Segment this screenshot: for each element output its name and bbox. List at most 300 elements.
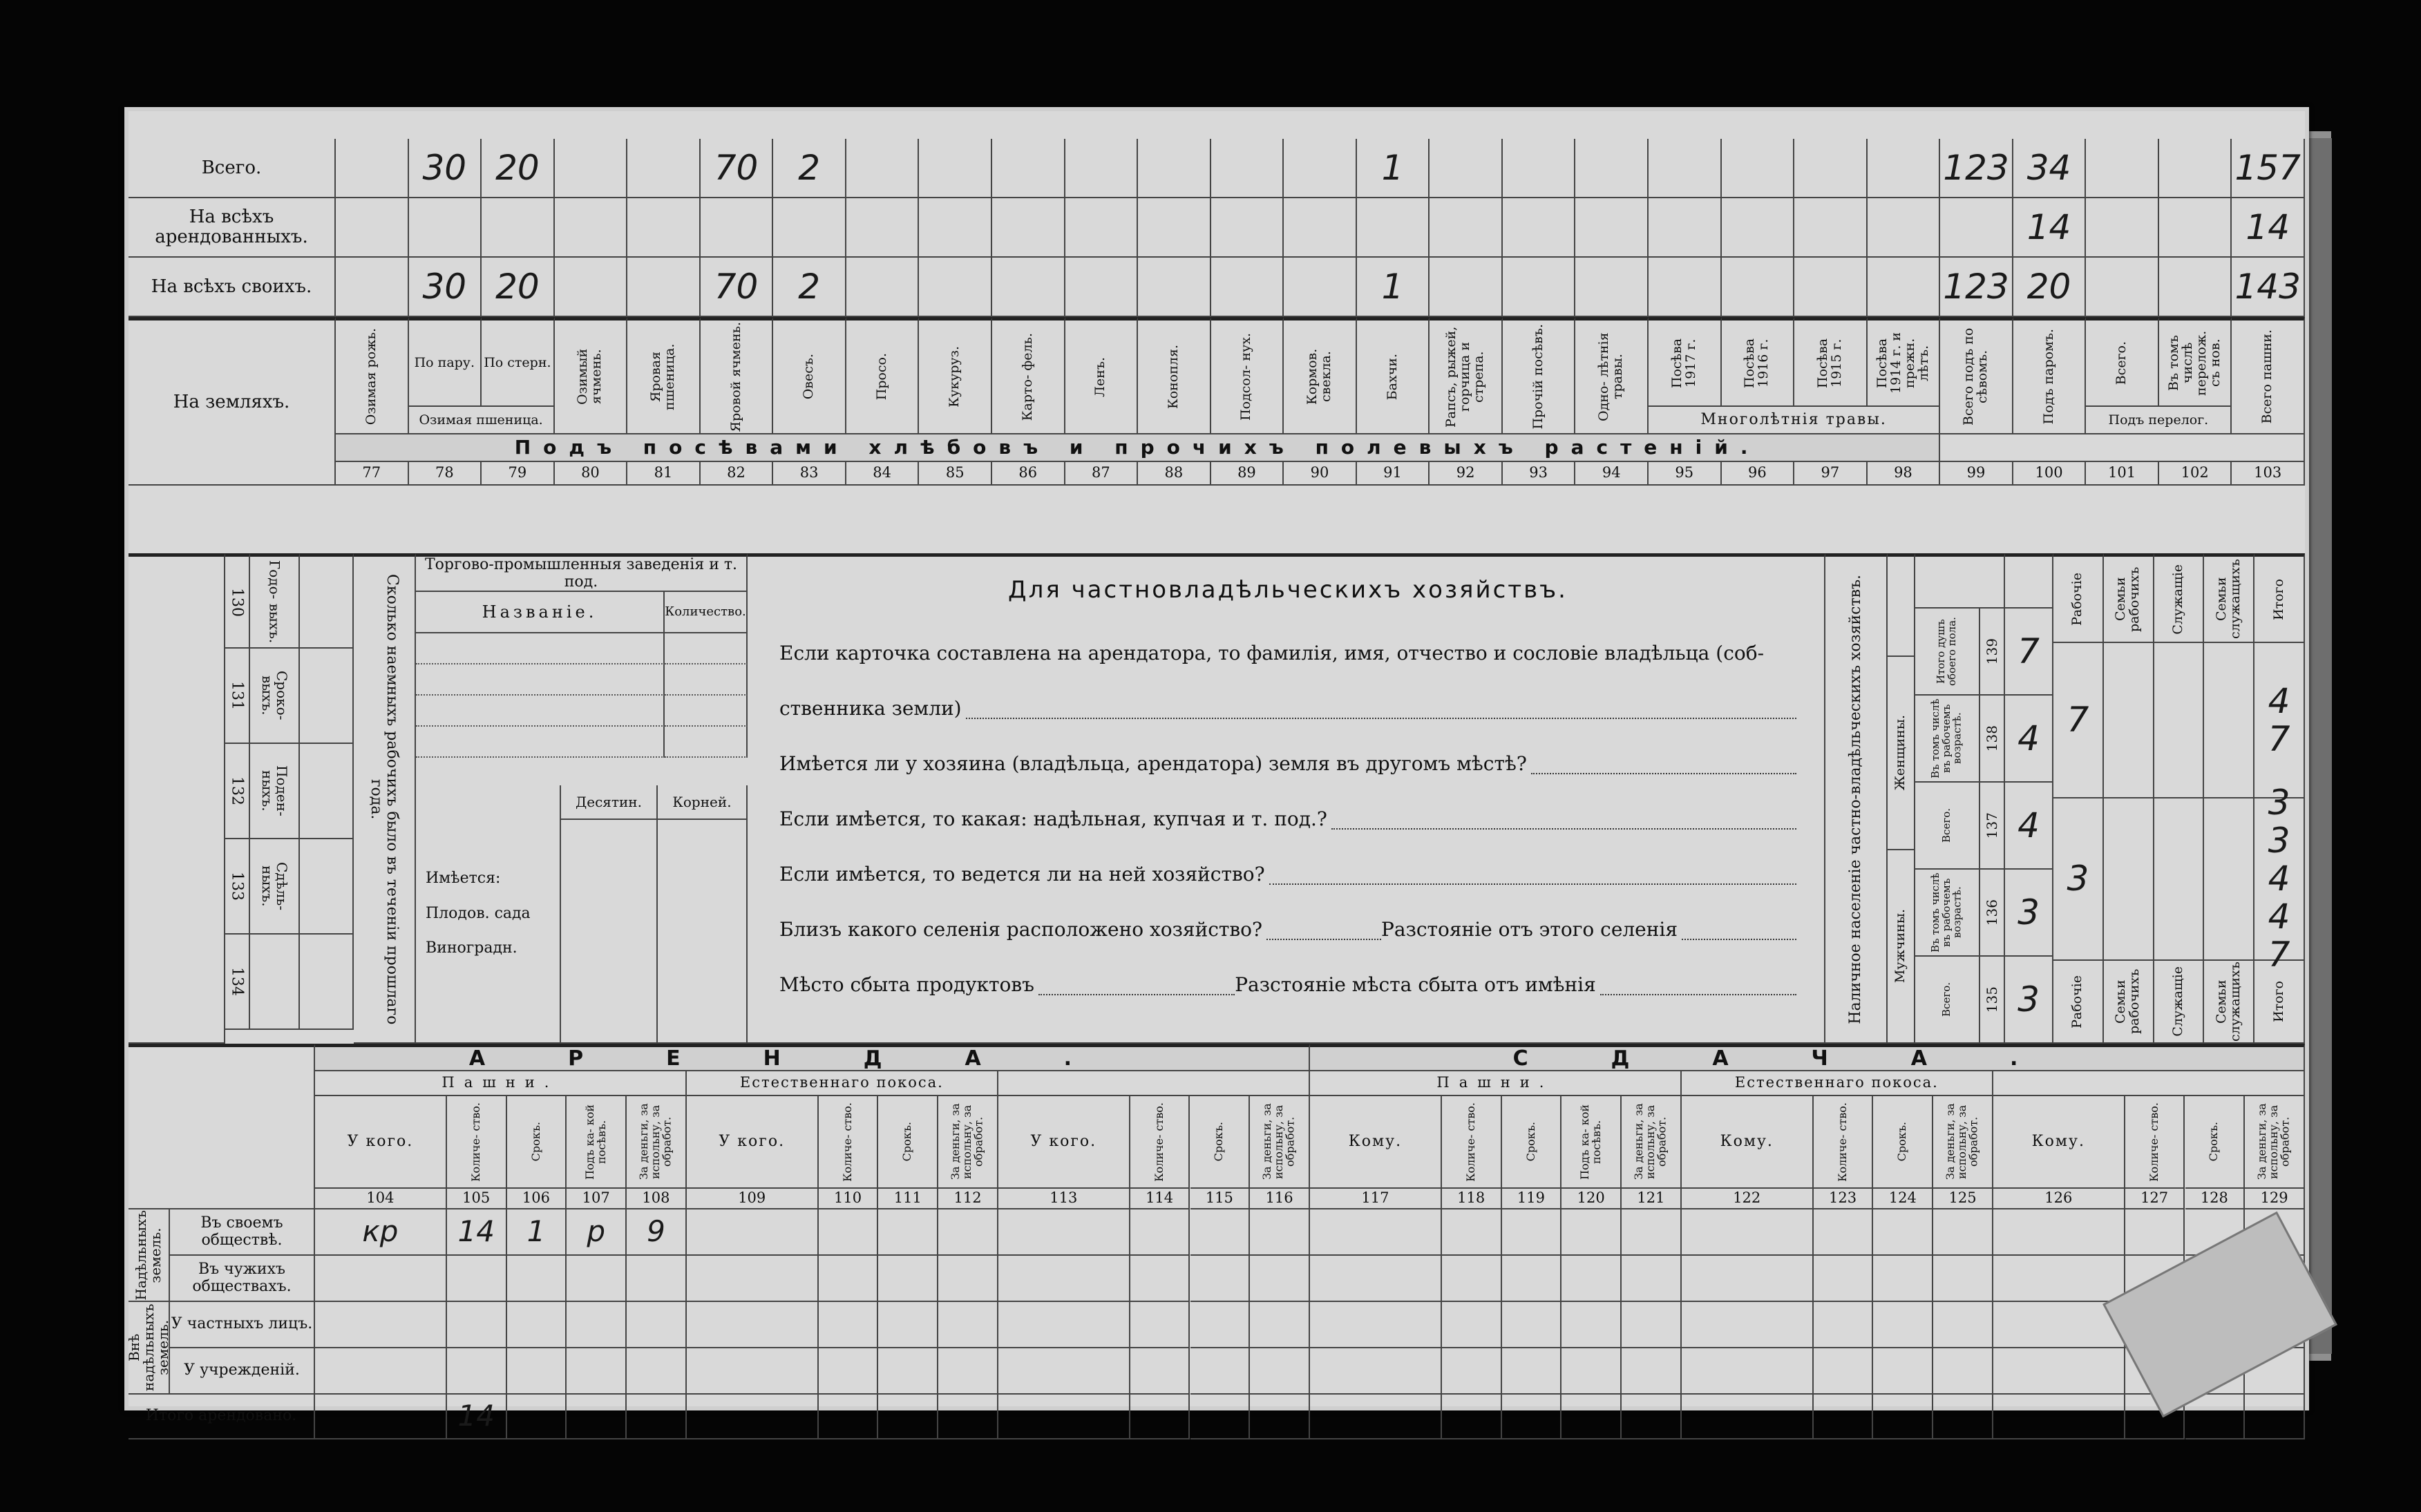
top-cell bbox=[1430, 258, 1503, 317]
lease-cell bbox=[878, 1395, 938, 1439]
lease-cell bbox=[1130, 1395, 1190, 1439]
lease-cell bbox=[1502, 1209, 1562, 1256]
top-col-header bbox=[2013, 317, 2087, 434]
lease-col-number: 108 bbox=[627, 1189, 687, 1209]
men-label-text: Мужчины. bbox=[1892, 909, 1908, 984]
lease-cell bbox=[1442, 1302, 1502, 1348]
top-col-header bbox=[1357, 317, 1430, 434]
top-cell: 123 bbox=[1940, 139, 2013, 198]
lease-cell bbox=[627, 1395, 687, 1439]
lease-subgroup bbox=[1993, 1071, 2305, 1096]
gardens-label: Плодов. сада bbox=[426, 904, 531, 922]
lease-row-label: Въ чужихъ обществахъ. bbox=[170, 1256, 315, 1302]
top-col-number: 100 bbox=[2013, 462, 2087, 486]
top-col-number: 90 bbox=[1284, 462, 1357, 486]
lease-col-header bbox=[998, 1096, 1130, 1189]
top-row-label: На всѣхъ своихъ. bbox=[129, 258, 336, 317]
top-col-header-text: Посѣва 1914 г. и прежн. лѣтъ. bbox=[1874, 332, 1931, 394]
worker-col-value bbox=[300, 553, 354, 649]
lease-cell bbox=[627, 1302, 687, 1348]
top-cell: 14 bbox=[2013, 198, 2087, 258]
lease-cell bbox=[1442, 1209, 1502, 1256]
lease-cell bbox=[2125, 1209, 2185, 1256]
pop-value: 4 bbox=[2005, 783, 2053, 870]
pop-row-label bbox=[1915, 783, 1980, 870]
top-col-header bbox=[1138, 317, 1211, 434]
trade-row-qty bbox=[665, 727, 748, 758]
lease-cell bbox=[1933, 1302, 1993, 1348]
lease-cell bbox=[1130, 1209, 1190, 1256]
lease-cell: кр bbox=[315, 1209, 447, 1256]
lease-col-header bbox=[1130, 1096, 1190, 1189]
top-cell bbox=[1649, 198, 1722, 258]
private-line bbox=[779, 719, 1796, 774]
lease-cell bbox=[1310, 1348, 1442, 1395]
pop-row-number bbox=[1980, 696, 2005, 783]
top-cell bbox=[1868, 139, 1941, 198]
lease-cell bbox=[878, 1302, 938, 1348]
lease-cell bbox=[1814, 1348, 1874, 1395]
private-line-dots bbox=[1269, 867, 1796, 885]
trade-row bbox=[416, 633, 665, 664]
pop-row-label bbox=[1915, 870, 1980, 957]
lease-cell bbox=[819, 1209, 879, 1256]
women-label bbox=[1888, 657, 1915, 850]
worker-col-number bbox=[225, 649, 250, 744]
top-cell bbox=[919, 258, 992, 317]
cat-value-top: 4 7 bbox=[2254, 643, 2305, 798]
top-col-number: 93 bbox=[1503, 462, 1576, 486]
top-col-header bbox=[846, 317, 920, 434]
population-vertical-text: Наличное населеніе частно-владѣльческихъ хозяйствъ. bbox=[1847, 575, 1865, 1024]
lease-cell bbox=[627, 1256, 687, 1302]
private-line bbox=[779, 830, 1796, 885]
census-card-sheet bbox=[124, 107, 2309, 1433]
lease-col-header-text: За деньги, за испольну, за обработ. bbox=[2255, 1103, 2292, 1180]
top-cell bbox=[2086, 258, 2159, 317]
top-cell bbox=[1357, 198, 1430, 258]
top-cell: 1 bbox=[1357, 258, 1430, 317]
private-line-dots bbox=[1600, 977, 1796, 995]
lease-cell bbox=[1190, 1209, 1251, 1256]
lease-cell bbox=[1622, 1209, 1682, 1256]
top-col-header-text: Яровая пшеница. bbox=[648, 343, 677, 410]
lease-cell bbox=[1190, 1256, 1251, 1302]
lease-col-header-text: Срокъ. bbox=[1895, 1122, 1909, 1162]
group-vnenadel bbox=[125, 1302, 171, 1395]
lease-cell bbox=[1682, 1395, 1814, 1439]
private-line-text: Имѣется ли у хозяина (владѣльца, арендатора) земля въ другомъ мѣстѣ? bbox=[779, 752, 1527, 775]
trade-name-header: Названіе. bbox=[416, 592, 665, 633]
lease-cell bbox=[1250, 1395, 1310, 1439]
top-cell bbox=[409, 198, 482, 258]
lease-cell bbox=[687, 1302, 819, 1348]
lease-col-number: 104 bbox=[315, 1189, 447, 1209]
lease-cell bbox=[1442, 1395, 1502, 1439]
lease-cell bbox=[998, 1395, 1130, 1439]
top-cell bbox=[1722, 139, 1795, 198]
group-vnenadel-text: Внѣ надѣльныхъ земель. bbox=[125, 1303, 171, 1392]
sown-band: Подъ посѣвами хлѣбовъ и прочихъ полевыхъ растеній. bbox=[336, 434, 1940, 462]
cat-header-top bbox=[2254, 553, 2305, 643]
top-col-number: 103 bbox=[2232, 462, 2305, 486]
lease-cell bbox=[1502, 1256, 1562, 1302]
desyatin-value bbox=[561, 820, 658, 1044]
lease-cell bbox=[1250, 1348, 1310, 1395]
top-col-header bbox=[701, 317, 774, 434]
pop-row-number bbox=[1980, 783, 2005, 870]
pop-value-top bbox=[2005, 553, 2053, 609]
top-cell: 1 bbox=[1357, 139, 1430, 198]
lease-cell: 14 bbox=[447, 1209, 507, 1256]
top-col-header bbox=[1722, 317, 1795, 407]
lease-col-header bbox=[1622, 1096, 1682, 1189]
top-cell bbox=[1503, 139, 1576, 198]
private-line-dots bbox=[1266, 922, 1381, 940]
top-cell bbox=[336, 198, 409, 258]
lease-cell bbox=[998, 1209, 1130, 1256]
top-cell bbox=[627, 139, 701, 198]
lease-col-header bbox=[687, 1096, 819, 1189]
lease-col-header-text: Количе- ство. bbox=[1463, 1102, 1477, 1182]
lease-cell bbox=[938, 1209, 998, 1256]
top-col-header-text: По стерн. bbox=[484, 355, 551, 371]
band-blank bbox=[1940, 434, 2305, 462]
lease-col-number: 113 bbox=[998, 1189, 1130, 1209]
top-cell bbox=[1138, 258, 1211, 317]
top-cell: 20 bbox=[482, 139, 555, 198]
hired-workers-vertical bbox=[354, 553, 416, 1044]
lease-col-header-text: Количе- ство. bbox=[2147, 1102, 2161, 1182]
lease-cell bbox=[1310, 1256, 1442, 1302]
cat-value-top bbox=[2104, 643, 2154, 798]
top-cell: 20 bbox=[2013, 258, 2087, 317]
lease-col-header bbox=[2185, 1096, 2246, 1189]
cat-header-bottom-text: Служащіе bbox=[2170, 966, 2186, 1037]
lease-col-number: 114 bbox=[1130, 1189, 1190, 1209]
lease-cell bbox=[507, 1348, 567, 1395]
private-line-text: Разстояніе отъ этого селенія bbox=[1381, 917, 1678, 941]
top-col-number: 81 bbox=[627, 462, 701, 486]
top-cell bbox=[1868, 258, 1941, 317]
lease-col-header bbox=[819, 1096, 879, 1189]
lease-cell bbox=[878, 1256, 938, 1302]
top-col-number: 89 bbox=[1211, 462, 1284, 486]
top-cell: 30 bbox=[409, 139, 482, 198]
lease-col-header-text: За деньги, за испольну, за обработ. bbox=[949, 1103, 985, 1180]
worker-col-number-text: 132 bbox=[228, 776, 246, 805]
pop-row-label bbox=[1915, 609, 1980, 696]
top-col-header bbox=[336, 317, 409, 434]
top-row-label: Всего. bbox=[129, 139, 336, 198]
private-line-dots bbox=[1682, 922, 1796, 940]
lease-cell bbox=[819, 1348, 879, 1395]
top-cell bbox=[992, 198, 1065, 258]
top-cell bbox=[2159, 139, 2232, 198]
top-col-header bbox=[409, 317, 482, 407]
top-cell bbox=[2086, 139, 2159, 198]
cat-value-bottom bbox=[2154, 798, 2205, 961]
pop-top-blank bbox=[1915, 553, 2005, 609]
cat-header-top-text: Служащіе bbox=[2170, 564, 2186, 635]
top-col-number: 85 bbox=[919, 462, 992, 486]
sown-area-table bbox=[129, 139, 2305, 553]
private-line bbox=[779, 774, 1796, 830]
lease-cell bbox=[1622, 1395, 1682, 1439]
top-col-header-text: Ленъ. bbox=[1092, 356, 1108, 397]
top-cell bbox=[1211, 258, 1284, 317]
lease-col-header-text: Кому. bbox=[2031, 1132, 2085, 1150]
lease-cell bbox=[447, 1302, 507, 1348]
top-cell bbox=[846, 258, 920, 317]
lease-col-number: 121 bbox=[1622, 1189, 1682, 1209]
worker-col-header-text: Поден- ныхъ. bbox=[259, 765, 290, 816]
lease-cell bbox=[1561, 1302, 1622, 1348]
lease-cell bbox=[627, 1348, 687, 1395]
private-line-text: Разстояніе мѣста сбыта отъ имѣнія bbox=[1235, 973, 1596, 996]
lease-col-header-text: Подъ ка- кой посѣвъ. bbox=[582, 1104, 608, 1180]
lease-col-header-text: Количе- ство. bbox=[1835, 1102, 1849, 1182]
top-col-number: 91 bbox=[1357, 462, 1430, 486]
cat-header-top bbox=[2104, 553, 2154, 643]
top-col-header bbox=[1868, 317, 1941, 407]
lease-cell bbox=[1561, 1256, 1622, 1302]
lease-col-number: 111 bbox=[878, 1189, 938, 1209]
lease-cell bbox=[507, 1256, 567, 1302]
lease-cell bbox=[1502, 1395, 1562, 1439]
lease-cell bbox=[1682, 1302, 1814, 1348]
pop-row-number bbox=[1980, 609, 2005, 696]
lease-subgroup bbox=[998, 1071, 1310, 1096]
lease-col-number: 107 bbox=[567, 1189, 627, 1209]
lease-cell bbox=[1442, 1256, 1502, 1302]
top-cell bbox=[846, 139, 920, 198]
lease-row-label: Въ своемъ обществѣ. bbox=[170, 1209, 315, 1256]
sdacha-band: СДАЧА. bbox=[1310, 1044, 2305, 1071]
worker-col-number bbox=[225, 935, 250, 1030]
lease-col-header bbox=[1814, 1096, 1874, 1189]
lease-table bbox=[125, 1044, 2305, 1433]
top-col-header-text: Посѣва 1916 г. bbox=[1742, 338, 1772, 388]
lease-cell bbox=[998, 1256, 1130, 1302]
group-perelog: Подъ перелог. bbox=[2086, 407, 2232, 434]
top-cell bbox=[1211, 198, 1284, 258]
lease-subgroup: Пашни. bbox=[315, 1071, 687, 1096]
left-blank bbox=[129, 553, 225, 1044]
top-cell: 157 bbox=[2232, 139, 2305, 198]
top-cell bbox=[992, 258, 1065, 317]
top-col-header-text: Кормов. свекла. bbox=[1304, 348, 1333, 405]
lease-cell bbox=[315, 1395, 447, 1439]
cat-header-bottom bbox=[2254, 961, 2305, 1044]
top-col-header bbox=[1503, 317, 1576, 434]
lease-cell bbox=[1190, 1395, 1251, 1439]
pop-value: 3 bbox=[2005, 957, 2053, 1044]
private-line bbox=[779, 664, 1796, 719]
private-line bbox=[779, 885, 1796, 940]
pop-row-label-text: Въ томъ числѣ въ рабочемъ возрастѣ. bbox=[1929, 698, 1964, 778]
lease-subgroup: Естественнаго покоса. bbox=[687, 1071, 998, 1096]
lease-cell bbox=[567, 1348, 627, 1395]
lease-cell bbox=[1130, 1302, 1190, 1348]
lease-col-header bbox=[1682, 1096, 1814, 1189]
lease-cell bbox=[1561, 1348, 1622, 1395]
private-line-text: Если карточка составлена на арендатора, то фамилія, имя, отчество и сословіе владѣльца (соб- bbox=[779, 641, 1765, 664]
top-cell bbox=[2159, 198, 2232, 258]
top-cell bbox=[1794, 139, 1868, 198]
top-col-header-text: Подъ паромъ. bbox=[2040, 329, 2056, 425]
top-col-header-text: Прочій посѣвъ. bbox=[1530, 324, 1546, 430]
lease-col-header bbox=[2125, 1096, 2185, 1189]
top-cell bbox=[1211, 139, 1284, 198]
lease-cell: р bbox=[567, 1209, 627, 1256]
top-col-number: 99 bbox=[1940, 462, 2013, 486]
lease-cell bbox=[878, 1209, 938, 1256]
korney-header: Корней. bbox=[658, 785, 748, 820]
desyatin-header: Десятин. bbox=[561, 785, 658, 820]
top-row-label: На всѣхъ арендованныхъ. bbox=[129, 198, 336, 258]
middle-section bbox=[129, 553, 2305, 1044]
worker-col-value bbox=[300, 744, 354, 839]
lease-cell bbox=[1993, 1209, 2125, 1256]
top-col-header-text: Въ томъ числѣ перелож. съ нов. bbox=[2165, 330, 2223, 396]
top-col-number: 82 bbox=[701, 462, 774, 486]
lease-col-number: 106 bbox=[507, 1189, 567, 1209]
lease-col-number: 105 bbox=[447, 1189, 507, 1209]
lease-col-header-text: Кому. bbox=[1348, 1132, 1403, 1150]
lease-cell bbox=[507, 1395, 567, 1439]
lease-cell bbox=[1250, 1302, 1310, 1348]
top-cell bbox=[1284, 198, 1357, 258]
top-col-number: 87 bbox=[1065, 462, 1139, 486]
lease-cell bbox=[938, 1395, 998, 1439]
private-line-text: Близъ какого селенія расположено хозяйство? bbox=[779, 917, 1263, 941]
top-col-header bbox=[1284, 317, 1357, 434]
lease-col-number: 125 bbox=[1933, 1189, 1993, 1209]
top-col-header bbox=[1430, 317, 1503, 434]
lease-subgroup: Естественнаго покоса. bbox=[1682, 1071, 1993, 1096]
top-col-number: 95 bbox=[1649, 462, 1722, 486]
worker-col-number bbox=[225, 839, 250, 935]
lease-col-header bbox=[2245, 1096, 2305, 1189]
group-ozimaya: Озимая пшеница. bbox=[409, 407, 555, 434]
lease-cell bbox=[447, 1256, 507, 1302]
lease-cell: 14 bbox=[447, 1395, 507, 1439]
lease-col-header bbox=[447, 1096, 507, 1189]
top-cell: 143 bbox=[2232, 258, 2305, 317]
trade-title: Торгово-промышленныя заведенія и т. под. bbox=[416, 553, 748, 592]
lease-col-number: 126 bbox=[1993, 1189, 2125, 1209]
cat-header-bottom bbox=[2204, 961, 2254, 1044]
top-col-header-text: Озимая рожь. bbox=[363, 328, 379, 425]
lease-cell bbox=[1933, 1256, 1993, 1302]
lease-cell bbox=[1993, 1395, 2125, 1439]
lease-cell bbox=[1561, 1395, 1622, 1439]
pop-row-number-text: 136 bbox=[1983, 899, 2000, 926]
lease-col-number: 120 bbox=[1561, 1189, 1622, 1209]
lease-cell bbox=[1561, 1209, 1622, 1256]
lease-cell bbox=[1250, 1256, 1310, 1302]
cat-header-bottom-text: Рабочіе bbox=[2069, 975, 2085, 1028]
worker-col-header bbox=[250, 839, 300, 935]
lease-col-header-text: У кого. bbox=[347, 1132, 414, 1150]
worker-col-number bbox=[225, 744, 250, 839]
top-cell bbox=[1065, 139, 1139, 198]
lease-cell bbox=[687, 1209, 819, 1256]
lease-col-header-text: Срокъ. bbox=[900, 1122, 914, 1162]
worker-col-value bbox=[300, 649, 354, 744]
lease-col-header-text: Срокъ. bbox=[1212, 1122, 1226, 1162]
lease-col-number: 112 bbox=[938, 1189, 998, 1209]
has-label: Имѣется: bbox=[426, 870, 501, 888]
lease-cell bbox=[1873, 1302, 1933, 1348]
pop-row-label-text: Всего. bbox=[1940, 982, 1953, 1017]
top-cell bbox=[846, 198, 920, 258]
top-cell bbox=[1722, 198, 1795, 258]
top-cell bbox=[2086, 198, 2159, 258]
top-col-header bbox=[1940, 317, 2013, 434]
top-cell bbox=[1430, 198, 1503, 258]
top-col-header-text: Яровой ячмень. bbox=[728, 321, 743, 432]
korney-value bbox=[658, 820, 748, 1044]
top-col-number: 98 bbox=[1868, 462, 1941, 486]
top-col-number: 77 bbox=[336, 462, 409, 486]
lease-col-header-text: За деньги, за испольну, за обработ. bbox=[637, 1103, 674, 1180]
cat-value-top bbox=[2154, 643, 2205, 798]
lease-col-header-text: Количе- ство. bbox=[468, 1102, 482, 1182]
cat-header-bottom-text: Итого bbox=[2270, 981, 2286, 1022]
lease-col-number: 127 bbox=[2125, 1189, 2185, 1209]
lease-col-header-text: За деньги, за испольну, за обработ. bbox=[1260, 1103, 1298, 1180]
top-col-number: 79 bbox=[482, 462, 555, 486]
group-mnogolet: Многолѣтнія травы. bbox=[1649, 407, 1940, 434]
pop-row-number-text: 139 bbox=[1983, 638, 2000, 665]
top-cell bbox=[336, 258, 409, 317]
lease-col-header-text: Срокъ. bbox=[529, 1122, 542, 1162]
top-col-number: 86 bbox=[992, 462, 1065, 486]
group-nadel bbox=[129, 1209, 170, 1302]
pop-row-number-text: 138 bbox=[1983, 725, 2000, 752]
group-nadel-text: Надѣльныхъ земель. bbox=[133, 1209, 164, 1301]
lease-col-header bbox=[1561, 1096, 1622, 1189]
trade-row-qty bbox=[665, 664, 748, 696]
cat-header-top bbox=[2053, 553, 2104, 643]
private-line-dots bbox=[1038, 977, 1235, 995]
lease-cell bbox=[938, 1348, 998, 1395]
top-col-header bbox=[1794, 317, 1868, 407]
top-col-header bbox=[992, 317, 1065, 434]
lease-col-number: 123 bbox=[1814, 1189, 1874, 1209]
lease-col-header bbox=[1873, 1096, 1933, 1189]
top-cell bbox=[1065, 198, 1139, 258]
men-label bbox=[1888, 850, 1915, 1044]
worker-col-number-text: 131 bbox=[228, 681, 246, 710]
top-cell: 20 bbox=[482, 258, 555, 317]
cat-header-top-text: Семьи служащихъ bbox=[2213, 559, 2243, 640]
top-cell bbox=[1284, 258, 1357, 317]
lease-cell bbox=[1993, 1348, 2125, 1395]
lease-col-number: 128 bbox=[2185, 1189, 2246, 1209]
top-col-header-text: Всего пашни. bbox=[2259, 329, 2275, 424]
lease-cell bbox=[1682, 1209, 1814, 1256]
top-col-header bbox=[1575, 317, 1649, 434]
top-cell bbox=[919, 139, 992, 198]
worker-col-number bbox=[225, 553, 250, 649]
pop-value: 3 bbox=[2005, 870, 2053, 957]
lease-col-header bbox=[1993, 1096, 2125, 1189]
top-col-header-text: Карто- фель. bbox=[1019, 332, 1035, 421]
top-col-header-text: Посѣва 1917 г. bbox=[1669, 338, 1698, 388]
